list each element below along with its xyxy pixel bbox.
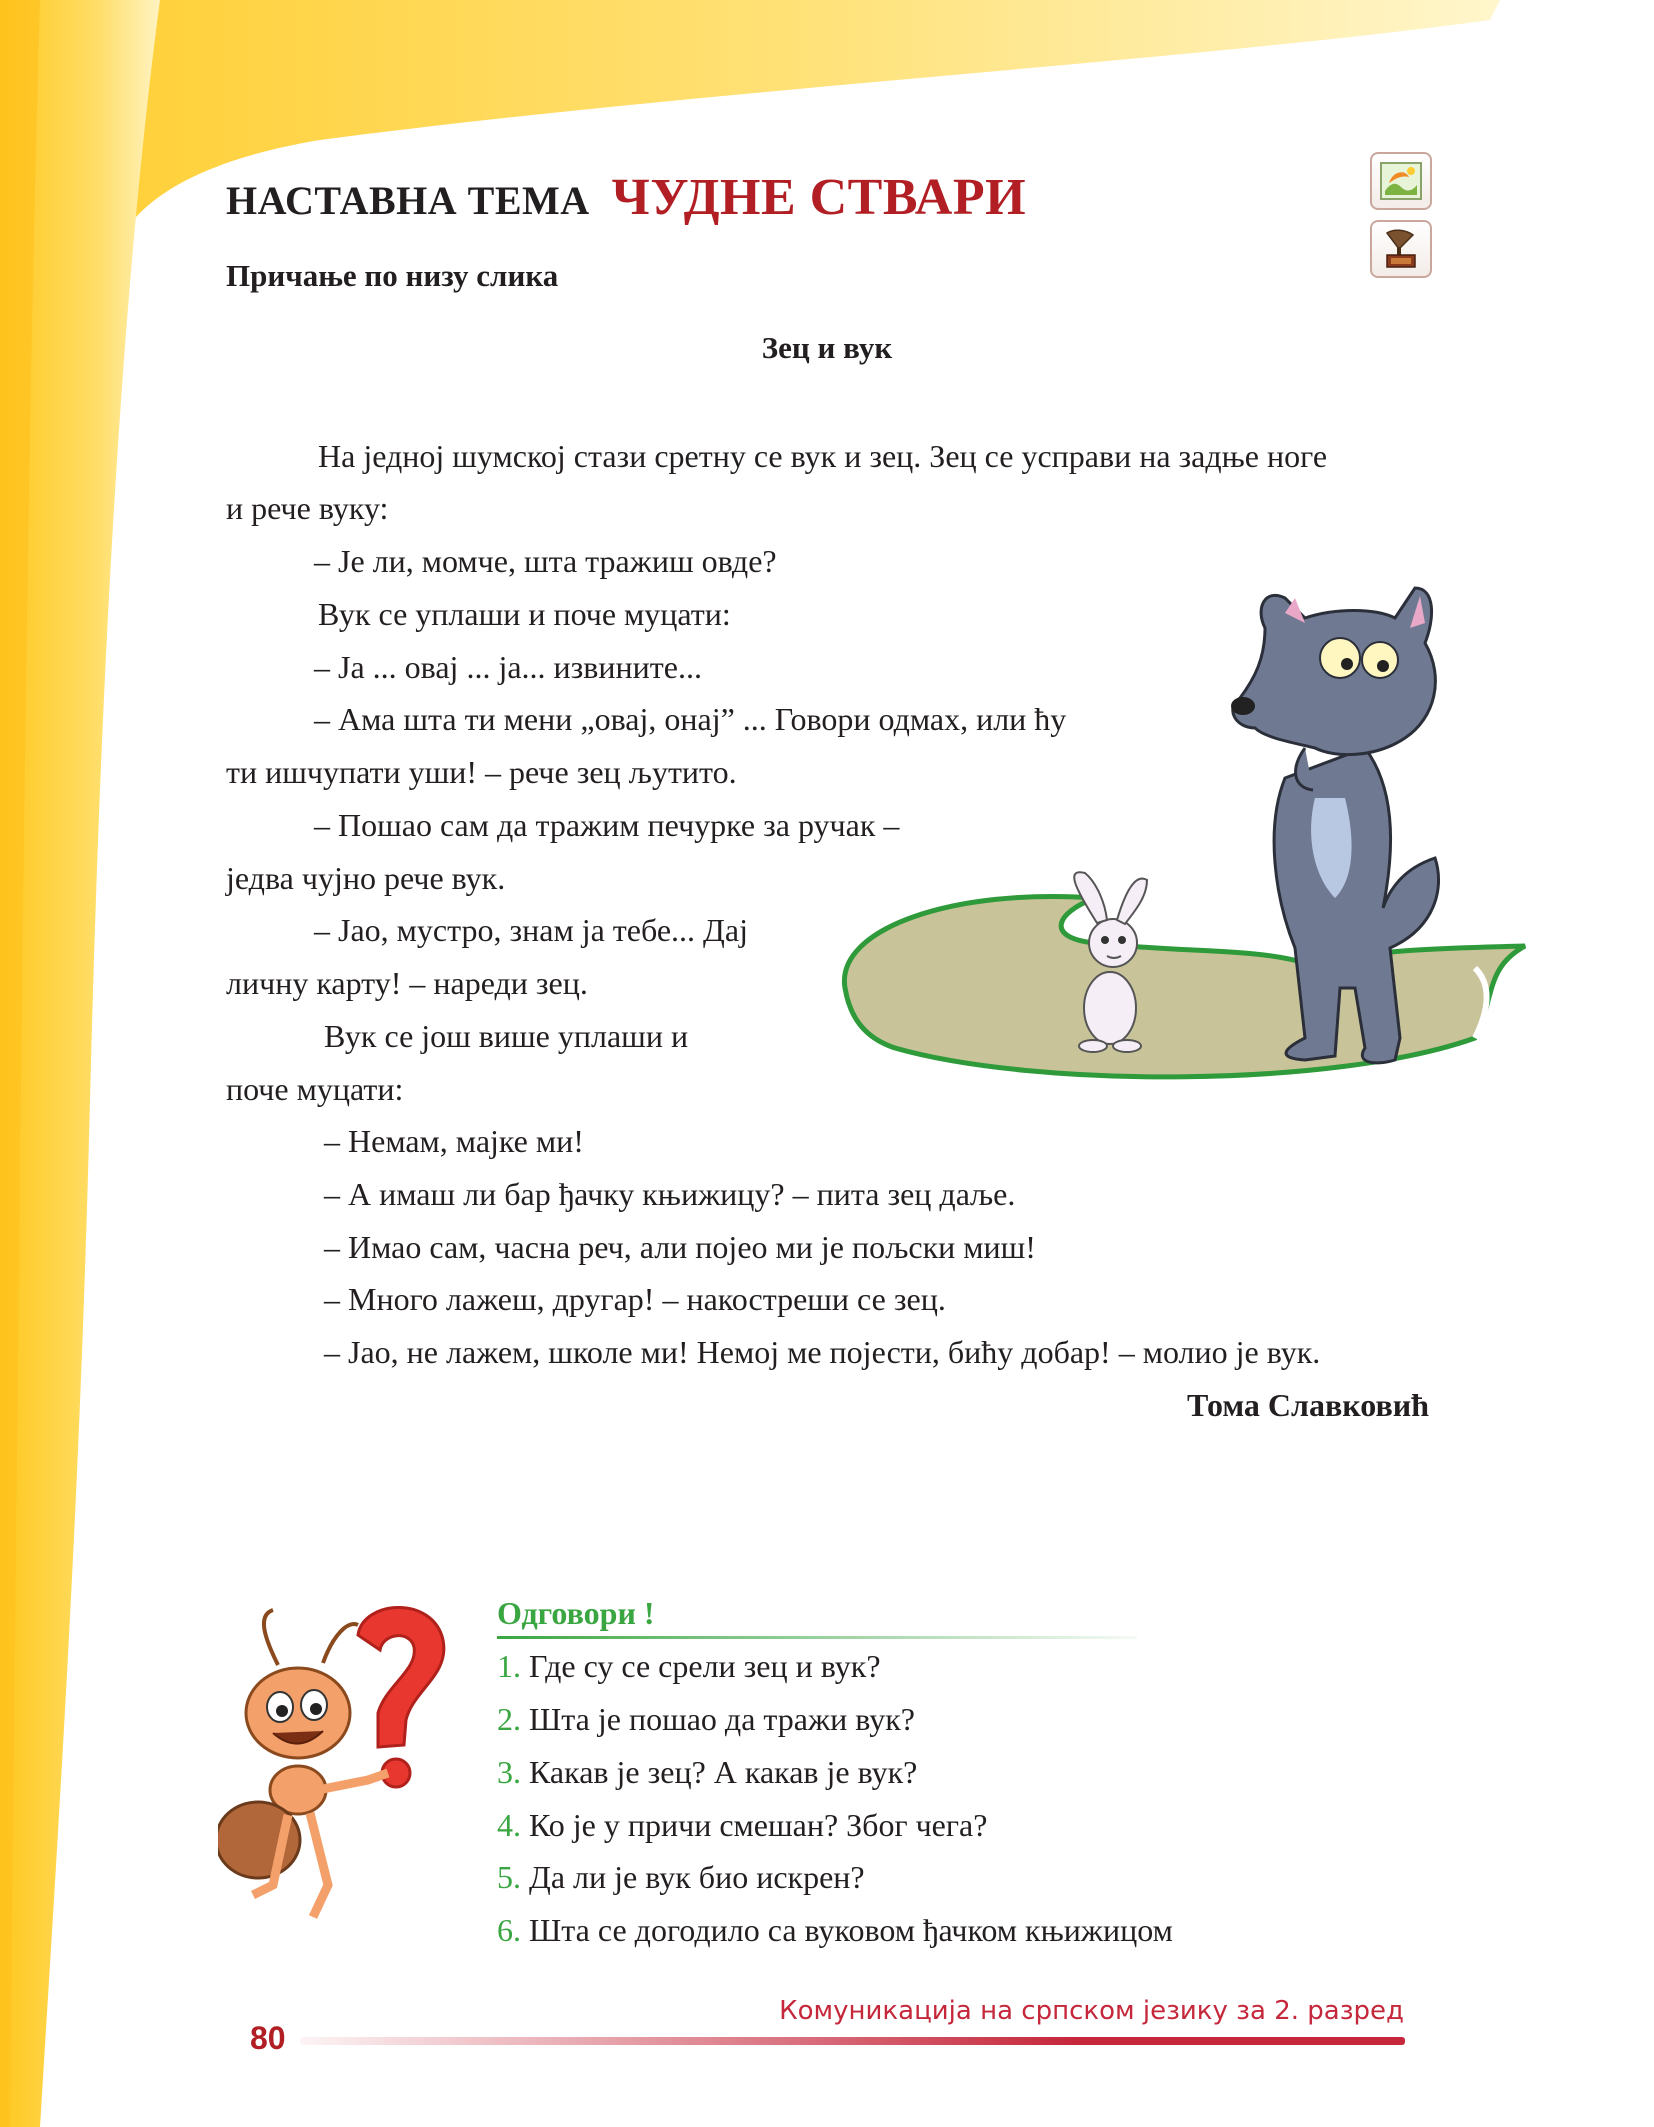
question-item [497,1701,915,1738]
story-line: личну карту! – нареди зец. [226,965,588,1001]
question-text: Где су се срели зец и вук? [529,1648,881,1684]
footer-divider [300,2037,1405,2045]
questions-divider [497,1636,1137,1639]
story-line: На једној шумској стази сретну се вук и зец. Зец се усправи на задње ноге [318,438,1328,474]
story-line: – Много лажеш, другар! – накостреши се зец. [324,1281,946,1317]
question-text: Да ли је вук био искрен? [529,1859,865,1895]
ant-question-illustration [218,1595,478,1935]
page-heading [226,168,1026,227]
story-line: – Ја ... овај ... ја... извините... [314,649,702,685]
theme-topic: ЧУДНЕ СТВАРИ [611,169,1027,226]
story-line: – Је ли, момче, шта тражиш овде? [314,543,777,579]
question-number: 4. [497,1807,521,1843]
media-icons [1370,152,1432,288]
story-line: – Јао, не лажем, школе ми! Немој ме појести, бићу добар! – молио је вук. [324,1334,1321,1370]
page-number: 80 [250,2020,286,2056]
story-author: Тома Славковић [1187,1387,1429,1423]
story-line: једва чујно рече вук. [226,860,506,896]
story-line: – А имаш ли бар ђачку књижицу? – пита зец даље. [324,1176,1016,1212]
story-line: Вук се уплаши и поче муцати: [318,596,731,632]
lesson-subheading: Причање по низу слика [226,258,559,293]
question-item [497,1912,1173,1949]
story-line: – Немам, мајке ми! [324,1123,584,1159]
question-number: 6. [497,1912,521,1948]
story-line: – Јао, мустро, знам ја тебе... Дај [314,912,748,948]
book-title: Комуникација на српском језику за 2. разред [779,1996,1404,2026]
question-item [497,1859,865,1896]
question-number: 1. [497,1648,521,1684]
gramophone-icon[interactable] [1370,220,1432,278]
theme-label: НАСТАВНА ТЕМА [226,178,590,223]
story-line: ти ишчупати уши! – рече зец љутито. [226,754,737,790]
question-number: 3. [497,1754,521,1790]
question-text: Ко је у причи смешан? Због чега? [529,1807,988,1843]
story-line: Вук се још више уплаши и [324,1018,689,1054]
story-line: – Пошао сам да тражим печурке за ручак – [314,807,900,843]
questions-title: Одговори ! [497,1595,655,1631]
story-title: Зец и вук [761,330,893,365]
story-line: – Ама шта ти мени „овај, онај” ... Говори одмах, или ћу [314,701,1067,737]
question-number: 5. [497,1859,521,1895]
question-text: Шта је пошао да тражи вук? [529,1701,915,1737]
story-line: – Имао сам, часна реч, али појео ми је пољски миш! [324,1229,1036,1265]
wolf-and-rabbit-illustration [835,568,1535,1108]
question-item [497,1807,987,1844]
story-line: поче муцати: [226,1071,404,1107]
picture-icon[interactable] [1370,152,1432,210]
question-text: Какав је зец? А какав је вук? [529,1754,918,1790]
question-item [497,1648,881,1685]
question-item [497,1754,917,1791]
question-text: Шта се догодило са вуковом ђачком књижицом [529,1912,1173,1948]
story-line: и рече вуку: [226,490,389,526]
question-number: 2. [497,1701,521,1737]
